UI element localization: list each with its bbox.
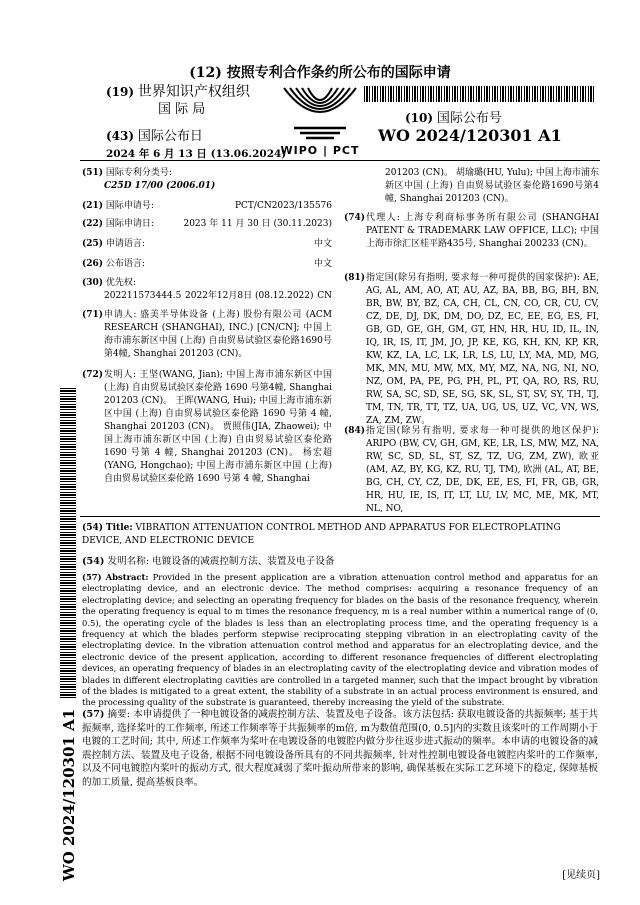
abstract-zh-label: 摘要:	[107, 709, 131, 720]
field-72	[82, 369, 332, 486]
field-25-tag: (25)	[82, 239, 104, 249]
field-21	[82, 200, 332, 213]
applicant-text: 申请人: 盛美半导体设备 (上海) 股份有限公司 (ACM RESEARCH (SHANGHAI), INC.) [CN/CN]; 中国上海市浦东新区中国 (上海) 自由贸易试验区泰伦路1690号第4幢, Shanghai 201203 (CN)。	[104, 310, 332, 359]
field-81	[344, 272, 599, 428]
header-divider	[80, 160, 600, 161]
inventors-text: 发明人: 王坚(WANG, Jian); 中国上海市浦东新区中国 (上海) 自由贸易试验区泰伦路 1690 号第4幢, Shanghai 201203 (CN)。 王晖(WANG, Hui); 中国上海市浦东新区中国 (上海) 自由贸易试验区泰伦路 1690 号第 4 幢, Shanghai 201203 (CN)。 贾照伟(JIA, Zhaowei); 中国上海市浦东新区中国 (上海) 自由贸易试验区泰伦路 1690 号第 4 幢, Shanghai 201203 (CN)。 杨宏超(YANG, Hongchao); 中国上海市浦东新区中国 (上海) 自由贸易试验区泰伦路 1690 号第 4 幢, Shanghai	[104, 370, 332, 484]
field-25-label: 申请语言:	[105, 239, 145, 249]
org-tag: (19)	[106, 85, 135, 99]
field-84	[344, 425, 599, 516]
field-84-tag: (84)	[344, 426, 366, 436]
field-71-tag: (71)	[82, 310, 104, 320]
org-bureau: 国 际 局	[158, 102, 206, 117]
title-english	[82, 522, 598, 548]
pubdate-tag: (43)	[106, 129, 135, 143]
field-26-value: 中文	[313, 259, 332, 269]
field-26-tag: (26)	[82, 259, 104, 269]
pubno-tag: (10)	[405, 111, 434, 125]
side-barcode	[60, 388, 76, 698]
publication-date-block	[106, 128, 286, 162]
side-number-text: WO 2024/120301 A1	[60, 708, 78, 882]
wipo-emblem-icon	[270, 82, 370, 140]
title-zh-text: 电镀设备的减震控制方法、装置及电子设备	[152, 556, 335, 567]
designated-states-regional: 指定国(除另有指明, 要求每一种可提供的地区保护): ARIPO (BW, CV, GH, GM, KE, LR, LS, MW, MZ, NA, RW, SC, SD, SL, ST, SZ, TZ, UG, ZM, ZW), 欧亚 (AM, AZ, BY, KG, KZ, RU, TJ, TM), 欧洲 (AL, AT, BE, BG, CH, CY, CZ, DE, DK, EE, ES, FI, FR, GB, GR, HR, HU, IE, IS, IT, LT, LU, LV, MC, ME, MK, MT, NL, NO,	[366, 426, 599, 514]
field-22	[82, 218, 332, 231]
priority-country: CN	[317, 291, 332, 301]
agent-text: 代理人: 上海专利商标事务所有限公司 (SHANGHAI PATENT & TRADEMARK LAW OFFICE, LLC); 中国上海市徐汇区桂平路435号, Shanghai 200233 (CN)。	[366, 213, 599, 249]
title-en-label: Title:	[105, 523, 133, 533]
field-22-value: 2023 年 11 月 30 日 (30.11.2023)	[183, 219, 332, 229]
field-21-value: PCT/CN2023/135576	[234, 201, 332, 211]
abstract-en-text: Provided in the present application are a vibration attenuation control method and apparatus for an electroplating device, and an electronic device. The method comprises: acquiring a resonance frequency of an electroplating device; and selecting an operating frequency for blades on the basis of the resonance frequency, wherein the operating frequency is equal to m times the resonance frequency, m is a real number within a numerical range of (0, 0.5), the operating cycle of the blades is less than an electroplating process time, and the operating frequency is a frequency at which the blades perform stepwise reciprocating stepping vibration in an electroplating cavity of the electroplating device. In the vibration attenuation control method and apparatus for an electroplating device, and the electronic device of the present application, according to different resonance frequencies of different electroplating devices, an operating frequency of blades in an electroplating cavity of the electroplating device and vibration modes of blades in different electroplating cavities are controlled in a targeted manner, such that the impact brought by vibration of the blades is mitigated to a great extent, the stability of a substrate in an actual process environment is ensured, and the processing quality of the substrate is guaranteed, thereby increasing the yield of the substrate.	[82, 572, 598, 708]
abstract-chinese	[82, 708, 598, 790]
continued-note: [见续页]	[562, 870, 600, 881]
field-30-tag: (30)	[82, 278, 104, 288]
pubno-label-row	[405, 110, 502, 127]
field-25	[82, 238, 332, 251]
abstract-zh-tag: (57)	[82, 709, 105, 720]
title-chinese	[82, 555, 598, 568]
field-25-value: 中文	[313, 239, 332, 249]
priority-number: 202211573444.5	[104, 291, 182, 301]
field-74-tag: (74)	[344, 213, 366, 223]
abstract-en-label: Abstract:	[105, 572, 149, 582]
inventors-continued: 201203 (CN)。 胡瑜璐(HU, Yulu); 中国上海市浦东新区中国 (上海) 自由贸易试验区泰伦路1690号第4幢, Shanghai 201203 (CN)。	[385, 168, 599, 204]
logo-text: WIPO | PCT	[280, 144, 360, 157]
field-51-value: C25D 17/00 (2006.01)	[104, 181, 216, 191]
field-51-label: 国际专利分类号:	[105, 168, 172, 178]
field-30-label: 优先权:	[105, 278, 136, 288]
field-51-tag: (51)	[82, 168, 104, 178]
field-26	[82, 258, 332, 271]
abstract-zh-text: 本申请提供了一种电镀设备的减震控制方法、装置及电子设备。该方法包括: 获取电镀设备的共振频率; 基于共振频率, 选择桨叶的工作频率, 所述工作频率等于共振频率的m倍, m为数值范围(0, 0.5]内的实数且该桨叶的工作周期小于电镀的工艺时间; 其中, 所述工作频率为桨叶在电镀设备的电镀腔内做分步往返步进式振动的频率。本申请的电镀设备的减震控制方法、装置及电子设备, 根据不同电镀设备所具有的不同共振频率, 针对性控制电镀设备电镀腔内桨叶的工作频率, 以及不同电镀腔内桨叶的振动方式, 很大程度减弱了桨叶振动所带来的影响, 确保基板在实际工艺环境下的稳定, 保障基板的加工质量, 提高基板良率。	[82, 709, 599, 788]
field-21-label: 国际申请号:	[105, 201, 154, 211]
pubdate-value: 2024 年 6 月 13 日 (13.06.2024)	[106, 148, 287, 160]
document-title: (12) 按照专利合作条约所公布的国际申请	[189, 65, 451, 81]
org-name: 世界知识产权组织	[137, 84, 250, 100]
publication-number: WO 2024/120301 A1	[378, 126, 562, 145]
organization-block	[106, 84, 250, 118]
field-30	[82, 277, 332, 303]
title-en-text: VIBRATION ATTENUATION CONTROL METHOD AND APPARATUS FOR ELECTROPLATING DEVICE, AND ELECTRONIC DEVICE	[82, 523, 561, 546]
pubno-label: 国际公布号	[436, 111, 502, 126]
field-51	[82, 167, 332, 193]
title-zh-label: 发明名称:	[107, 556, 150, 567]
field-21-tag: (21)	[82, 201, 104, 211]
biblio-divider	[80, 516, 600, 517]
publication-barcode	[364, 86, 596, 102]
pubdate-label: 国际公布日	[137, 129, 203, 144]
field-71	[82, 309, 332, 361]
abstract-english	[82, 572, 598, 709]
designated-states-national: 指定国(除另有指明, 要求每一种可提供的国家保护): AE, AG, AL, AM, AO, AT, AU, AZ, BA, BB, BG, BH, BN, BR, BW, BY, BZ, CA, CH, CL, CN, CO, CR, CU, CV, CZ, DE, DJ, DK, DM, DO, DZ, EC, EE, EG, ES, FI, GB, GD, GE, GH, GM, GT, HN, HR, HU, ID, IL, IN, IQ, IR, IS, IT, JM, JO, JP, KE, KG, KH, KN, KP, KR, KW, KZ, LA, LC, LK, LR, LS, LU, LY, MA, MD, MG, MK, MN, MU, MW, MX, MY, MZ, NA, NG, NI, NO, NZ, OM, PA, PE, PG, PH, PL, PT, QA, RO, RS, RU, RW, SA, SC, SD, SE, SG, SK, SL, ST, SV, SY, TH, TJ, TM, TN, TR, TT, TZ, UA, UG, US, UZ, VC, VN, WS, ZA, ZM, ZW。	[366, 273, 599, 426]
side-publication-number	[58, 700, 80, 890]
field-81-tag: (81)	[344, 273, 366, 283]
field-22-label: 国际申请日:	[105, 219, 154, 229]
priority-date: 2022年12月8日 (08.12.2022)	[185, 291, 314, 301]
title-zh-tag: (54)	[82, 556, 105, 567]
field-72-tag: (72)	[82, 370, 104, 380]
title-en-tag: (54)	[82, 523, 104, 533]
wipo-logo	[270, 82, 370, 157]
field-74	[344, 212, 599, 251]
field-22-tag: (22)	[82, 219, 104, 229]
field-26-label: 公布语言:	[105, 259, 145, 269]
abstract-en-tag: (57)	[82, 572, 102, 582]
